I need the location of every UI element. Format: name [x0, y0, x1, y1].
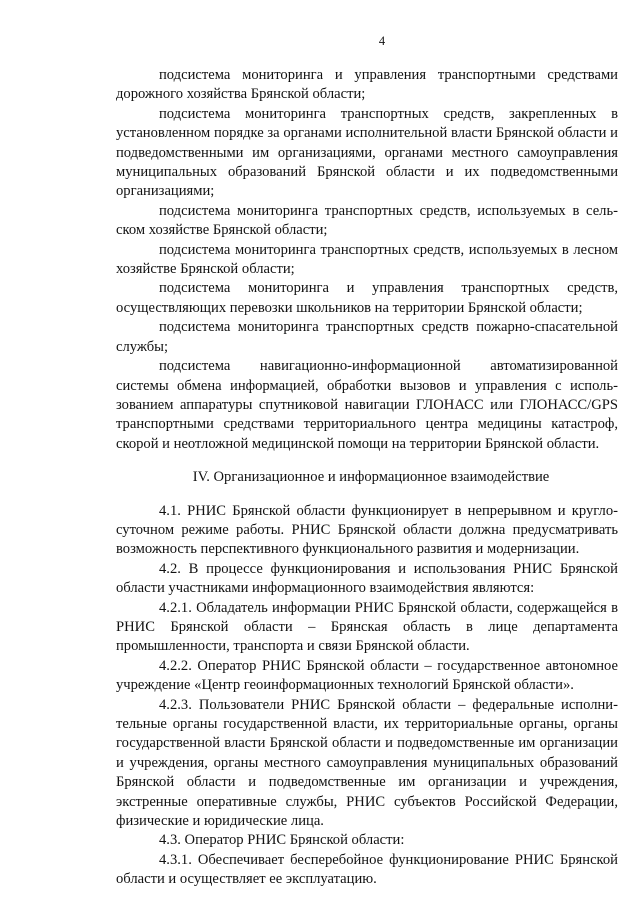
- clause-4-3-1: 4.3.1. Обеспечивает бесперебойное функционирование РНИС Брянской области и осуществляет ее эксплуатацию.: [116, 851, 618, 888]
- list-item-medical-navigation: подсистема навигационно-информационной автоматизированной системы обмена информацией, обработки вызовов и управления с использованием аппаратуры спутниковой навигации ГЛОНАСС или ГЛОНАСС/GPS транспортными средствами территориального центра медицины катастроф, скорой и неотложной медицинской помощи на территории Брянской области.: [116, 358, 618, 452]
- list-item-forestry-vehicles: подсистема мониторинга транспортных средств, используемых в лесном хозяйстве Брянской области;: [116, 241, 618, 278]
- clause-4-3: 4.3. Оператор РНИС Брянской области:: [159, 832, 405, 849]
- clause-4-2: 4.2. В процессе функционирования и использования РНИС Брянской области участниками информационного взаимодействия являются:: [116, 560, 618, 597]
- section-heading: IV. Организационное и информационное взаимодействие: [192, 469, 550, 486]
- list-item-school-transport: подсистема мониторинга и управления транспортных средств, осуществляющих перевозки школьников на территории Брянской области;: [116, 280, 618, 316]
- list-item-fire-rescue: подсистема мониторинга транспортных средств пожарно-спасательной службы;: [116, 319, 618, 355]
- page-number: 4: [378, 34, 386, 48]
- clause-4-2-1: 4.2.1. Обладатель информации РНИС Брянской области, содержащейся в РНИС Брянской области – Брянская область в лице департамента промышленности, транспорта и связи Брянской области.: [116, 599, 618, 655]
- clause-4-2-2: 4.2.2. Оператор РНИС Брянской области – государственное автономное учреждение «Центр геоинформационных технологий Брянской области».: [116, 657, 618, 694]
- list-item-road-vehicles: подсистема мониторинга и управления транспортными средствами дорожного хозяйства Брянской области;: [116, 67, 618, 103]
- clause-4-2-3: 4.2.3. Пользователи РНИС Брянской области – федеральные исполнительные органы государственной власти, их территориальные органы, органы государственной власти Брянской области и подведомственные им организации и учреждения, органы местного самоуправления муниципальных образований Брянской области и подведомственные им организации и учреждения, экстренные оперативные службы, РНИС субъектов Российской Федерации, физические и юридические лица.: [116, 696, 618, 830]
- list-item-agriculture-vehicles: подсистема мониторинга транспортных средств, используемых в сельском хозяйстве Брянской области;: [116, 202, 618, 239]
- clause-4-1: 4.1. РНИС Брянской области функционирует в непрерывном и круглосуточном режиме работы. РНИС Брянской области должна предусматривать возможность перспективного функционального развития и модернизации.: [116, 502, 618, 558]
- list-item-authority-vehicles: подсистема мониторинга транспортных средств, закрепленных в установленном порядке за органами исполнительной власти Брянской области и подведомственными им организациями, органами местного самоуправления муниципальных образований Брянской области и их подведомственными организациями;: [116, 105, 618, 200]
